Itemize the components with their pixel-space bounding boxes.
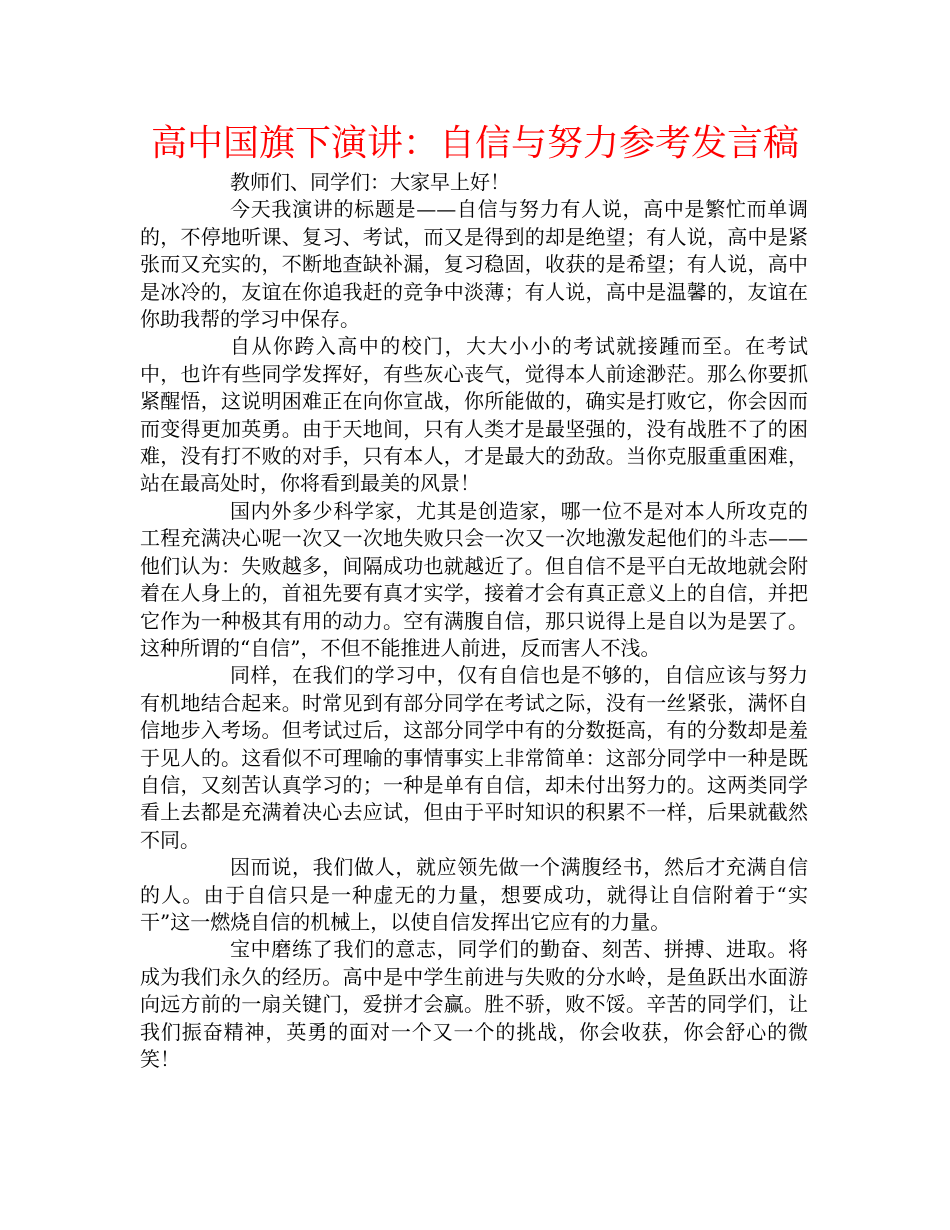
document-title: 高中国旗下演讲：自信与努力参考发言稿 bbox=[150, 123, 799, 164]
body-paragraph: 国内外多少科学家，尤其是创造家，哪一位不是对本人所攻克的工程充满决心呢一次又一次地失败只会一次又一次地激发起他们的斗志——他们认为：失败越多，间隔成功也就越近了。但自信不是平白无故地就会附着在人身上的，首祖先要有真才实学，接着才会有真正意义上的自信，并把它作为一种极其有用的动力。空有满腹自信，那只说得上是自以为是罢了。这种所谓的“自信”，不但不能推进人前进，反而害人不浅。 bbox=[140, 498, 808, 660]
body-paragraph: 因而说，我们做人，就应领先做一个满腹经书，然后才充满自信的人。由于自信只是一种虚无的力量，想要成功，就得让自信附着于“实干”这一燃烧自信的机械上，以使自信发挥出它应有的力量。 bbox=[140, 855, 808, 934]
closing-paragraph: 宝中磨练了我们的意志，同学们的勤奋、刻苦、拼搏、进取。将成为我们永久的经历。高中是中学生前进与失败的分水岭，是鱼跃出水面游向远方前的一扇关键门，爱拼才会赢。胜不骄，败不馁。辛苦的同学们，让我们振奋精神，英勇的面对一个又一个的挑战，你会收获，你会舒心的微笑！ bbox=[140, 937, 808, 1071]
body-paragraph: 自从你跨入高中的校门，大大小小的考试就接踵而至。在考试中，也许有些同学发挥好，有些灰心丧气，觉得本人前途渺茫。那么你要抓紧醒悟，这说明困难正在向你宣战，你所能做的，确实是打败它，你会因而而变得更加英勇。由于天地间，只有人类才是最坚强的，没有战胜不了的困难，没有打不败的对手，只有本人，才是最大的劲敌。当你克服重重困难，站在最高处时，你将看到最美的风景！ bbox=[140, 334, 808, 496]
greeting-paragraph: 教师们、同学们：大家早上好！ bbox=[230, 170, 510, 194]
body-paragraph: 今天我演讲的标题是——自信与努力有人说，高中是繁忙而单调的，不停地听课、复习、考试，而又是得到的却是绝望；有人说，高中是紧张而又充实的，不断地查缺补漏，复习稳固，收获的是希望；有人说，高中是冰冷的，友谊在你追我赶的竞争中淡薄；有人说，高中是温馨的，友谊在你助我帮的学习中保存。 bbox=[140, 197, 808, 332]
body-paragraph: 同样，在我们的学习中，仅有自信也是不够的，自信应该与努力有机地结合起来。时常见到有部分同学在考试之际，没有一丝紧张，满怀自信地步入考场。但考试过后，这部分同学中有的分数挺高，有的分数却是羞于见人的。这看似不可理喻的事情事实上非常简单：这部分同学中一种是既自信，又刻苦认真学习的；一种是单有自信，却未付出努力的。这两类同学看上去都是充满着决心去应试，但由于平时知识的积累不一样，后果就截然不同。 bbox=[140, 663, 808, 852]
document-body bbox=[140, 169, 808, 1073]
